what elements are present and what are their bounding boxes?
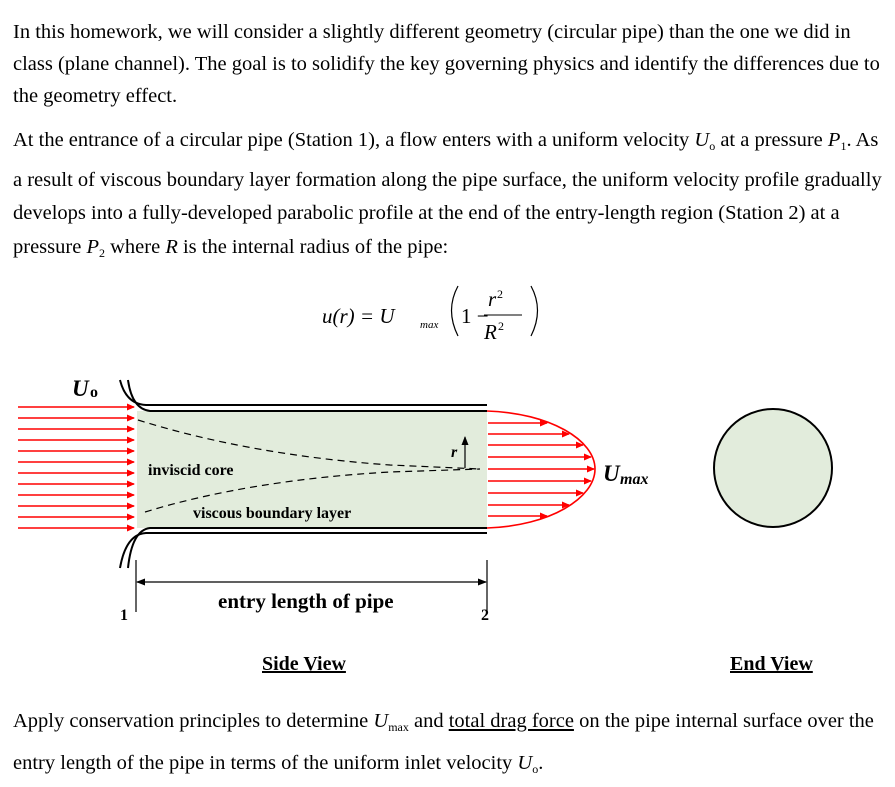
var-r-radius: R [165,235,178,258]
end-view-caption: End View [730,653,813,675]
umax-sub: max [620,471,649,488]
umax-label: U [603,461,620,486]
eq-denominator: R [484,320,497,344]
p2-text-5: is the internal radius of the pipe: [177,235,449,258]
side-view-caption: Side View [262,653,346,675]
pipe-flow-diagram [0,270,895,690]
p3-text-1: Apply conservation principles to determine [13,710,374,732]
velocity-profile-equation [322,286,538,344]
p3-text-2: and [408,710,449,732]
viscous-boundary-layer-label: viscous boundary layer [193,505,352,522]
var-p1: P [827,129,841,151]
inlet-velocity-label: U [72,376,89,401]
var-u-inlet-2: U [517,752,533,774]
entry-length-label: entry length of pipe [218,589,394,613]
sub-o: o [709,139,716,153]
p2-text-3: . As a result of viscous boundary layer formation along the pipe surface, the uniform velocity profile gradually develops into a fully-developed parabolic profile at the end of the entry-length region (Station 2) at a pressure [13,129,882,258]
problem-description-paragraph [13,124,883,270]
eq-lhs: u(r) = U [322,304,395,328]
sub-2: 2 [98,245,105,260]
var-umax: U [373,710,389,732]
p3-text-3: on the pipe internal surface over the entry length of the pipe in terms of the uniform inlet velocity [13,710,874,774]
inlet-velocity-arrows [18,407,134,528]
sub-o-2: o [532,762,539,776]
p2-text-4: where [104,235,166,258]
task-paragraph [13,703,883,787]
eq-one-minus: 1 − [461,304,489,328]
eq-denominator-exp: 2 [498,319,504,333]
eq-sub-max: max [420,319,439,331]
station-2-label: 2 [481,607,489,624]
r-label: r [451,444,458,461]
var-p2: P [86,235,99,258]
end-view-circle [714,409,832,527]
outlet-parabolic-profile [487,411,595,528]
station-1-label: 1 [120,607,128,624]
total-drag-force-underlined: total drag force [448,710,574,732]
p3-text-4: . [538,752,544,774]
sub-1: 1 [840,139,847,153]
intro-paragraph: In this homework, we will consider a slightly different geometry (circular pipe) than the one we did in class (plane channel). The goal is to solidify the key governing physics and identify the differences due to the geometry effect. [13,21,880,107]
inviscid-core-label: inviscid core [148,462,234,479]
eq-numerator-exp: 2 [497,287,503,301]
eq-numerator: r [488,287,497,311]
var-u-inlet: U [694,129,710,151]
p2-text-2: at a pressure [715,129,828,151]
p2-text-1: At the entrance of a circular pipe (Station 1), a flow enters with a uniform velocity [13,129,695,151]
sub-max: max [388,720,409,734]
inlet-velocity-sub: o [90,384,98,401]
